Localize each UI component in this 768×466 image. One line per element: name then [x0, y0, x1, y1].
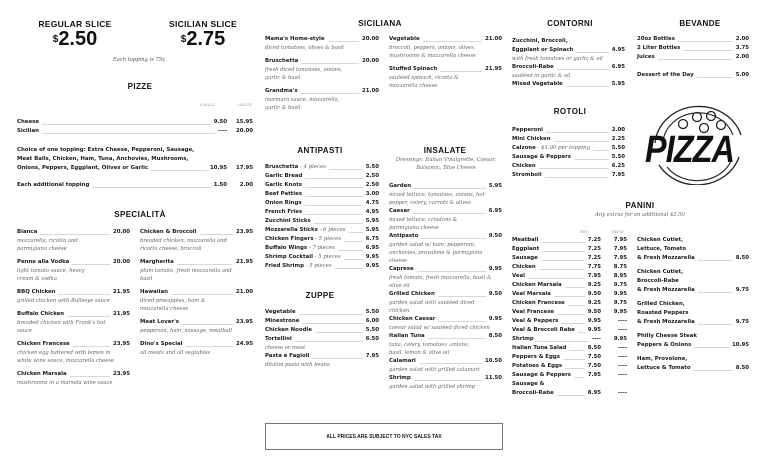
menu-item: Minestrone 6.00 [265, 318, 379, 324]
section-title-pizze: PIZZE [127, 82, 153, 91]
panini-note: Any extras for an additional $2.50 [595, 212, 685, 218]
menu-item: Sausage & Peppers 5.50 [512, 154, 625, 160]
menu-item: Shrimp ---- 9.95 [512, 336, 627, 342]
menu-item: Chicken Noodle 5.50 [265, 327, 379, 333]
sicilian-slice [163, 19, 243, 49]
menu-item: Caesar 6.95 mixed lettuce, croutons & parmigiana cheese [389, 208, 502, 231]
menu-item: Chicken Francese 23.95 chicken egg battered with lemon in white wine sauce, mozzarella cheese [17, 341, 130, 364]
col-small: SMALL [200, 103, 216, 107]
menu-item: Broccoli-Rabe 8.95 ---- [512, 390, 627, 396]
regular-slice [35, 19, 115, 49]
menu-item: Sausage 7.25 7.95 [512, 255, 627, 261]
menu-item: 2 Liter Bottles 3.75 [637, 45, 749, 51]
menu-item: Eggplant 7.25 7.95 [512, 246, 627, 252]
menu-item: Mini Chicken 2.25 [512, 136, 625, 142]
menu-item: Veal 7.95 8.95 [512, 273, 627, 279]
antipasti-list [265, 163, 379, 271]
section-title-bevande: BEVANDE [679, 19, 721, 28]
menu-item: Bruschetta - 4 pieces 5.50 [265, 164, 379, 170]
section-title-insalate: INSALATE [423, 146, 467, 155]
menu-item: Vegetable 21.00 broccoli, peppers, onions, olives, mushrooms & mozzarella cheese [389, 36, 502, 59]
menu-item: Chicken Cutlet, Lettuce, Tomato & Fresh Mozzarella 8.50 [637, 237, 749, 261]
col-reg: REG [580, 230, 590, 234]
menu-item: Grilled Chicken, Roasted Peppers & Fresh Mozzarella 9.75 [637, 301, 749, 325]
menu-item: Stromboli 7.95 [512, 172, 625, 178]
section-title-siciliana: SICILIANA [358, 19, 402, 28]
sicilian-slice-price: $2.75 [180, 28, 226, 50]
menu-item: Onions, Peppers, Eggplant, Olives or Garlic 10.95 17.95 [17, 165, 253, 171]
menu-item-name-line: Zucchini, Broccoli, [512, 38, 568, 44]
regular-slice-price: $2.50 [52, 28, 98, 50]
menu-item: 20oz Bottles 2.00 [637, 36, 749, 42]
menu-item-desc: sautéed in garlic & oil [512, 73, 571, 79]
menu-item: Shrimp Cocktail - 5 pieces 9.95 [265, 254, 379, 260]
menu-item: Antipasto 9.50 garden salad w/ ham, pepperoni, anchovies, provalone & parmigiana cheese [389, 233, 502, 264]
menu-item: Chicken Marsala 23.95 mushrooms in a marsala wine sauce [17, 371, 130, 386]
menu-item: Buffalo Chicken 21.95 breaded chicken with Frank's hot sauce [17, 311, 130, 334]
menu-item: Grandma's 21.00 marinara sauce, mozzarella, garlic & basil [265, 88, 379, 111]
tax-notice-box [265, 423, 503, 450]
menu-item: Sausage & Peppers 7.95 ---- [512, 372, 627, 378]
menu-item: Ham, Provolone, Lettuce & Tomato 8.50 [637, 356, 749, 371]
menu-item: Veal & Peppers 9.95 ---- [512, 318, 627, 324]
pizze-column-headers [200, 103, 252, 107]
menu-item: Garlic Knots 2.50 [265, 182, 379, 188]
menu-item: Potatoes & Eggs 7.50 ---- [512, 363, 627, 369]
menu-item: Shrimp 11.50 garden salad with grilled shrimp [389, 375, 502, 390]
menu-item: Chicken & Broccoli 23.95 breaded chicken, mozzarella and ricotta cheese, broccoli [140, 229, 253, 252]
topping-choice-line: Meat Balls, Chicken, Ham, Tuna, Anchovies, Mushrooms, [17, 156, 189, 162]
menu-item: Margherita 21.95 plum tomato, fresh mozzarella and basil [140, 259, 253, 282]
menu-item: Cheese 9.50 15.95 [17, 119, 253, 125]
contorni-list [512, 37, 625, 89]
col-parm: PARM [611, 230, 624, 234]
menu-item-dessert: Dessert of the Day 5.00 [637, 72, 749, 78]
pizza-logo [641, 95, 753, 185]
topping-choice-line: Choice of one topping: Extra Cheese, Pepperoni, Sausage, [17, 147, 195, 153]
menu-item-desc: ditalini pasta with beans [265, 362, 330, 368]
col-large: LARGE [237, 103, 252, 107]
panini-specials [637, 236, 749, 378]
menu-item: Mixed Vegetable 5.95 [512, 81, 625, 87]
menu-item: Pepperoni 2.00 [512, 127, 625, 133]
section-title-panini: PANINI [625, 201, 655, 210]
panini-column-headers [580, 230, 624, 234]
menu-item: Garden 5.95 mixed lettuce, tomatoes, onions, hot pepper, celery, carrots & olives [389, 183, 502, 206]
menu-item: Chicken Marsala 9.25 9.75 [512, 282, 627, 288]
menu-item: Dino's Special 24.95 all meats and all vegtables [140, 341, 253, 356]
menu-item: Vegetable 5.50 [265, 309, 379, 315]
pizza-logo-text: PIZZA [645, 129, 735, 171]
section-title-antipasti: ANTIPASTI [297, 146, 343, 155]
menu-item: Chicken 7.75 8.75 [512, 264, 627, 270]
menu-item: Tortellini 6.50 [265, 336, 379, 342]
section-title-contorni: CONTORNI [547, 19, 593, 28]
menu-item: Grilled Chicken 9.50 garden salad with sautéed diced chicken [389, 291, 502, 314]
menu-item: Sicilian ---- 20.00 [17, 128, 253, 134]
topping-note: Each topping is 75¢. [112, 57, 168, 63]
rotoli-list [512, 126, 625, 180]
menu-item: Eggplant or Spinach 4.95 [512, 47, 625, 53]
menu-item: Fried Shrimp - 5 pieces 9.95 [265, 263, 379, 269]
menu-item-desc: with fresh tomatoes or garlic & oil [512, 56, 603, 62]
menu-item: Chicken Cutlet, Broccoli-Rabe & Fresh Mozzarella 9.75 [637, 269, 749, 293]
menu-item: Calamari 10.50 garden salad with grilled calamari [389, 358, 502, 373]
menu-item: Veal Francese 9.50 9.95 [512, 309, 627, 315]
menu-item: Hawaiian 21.00 diced pineapples, ham & mozzarella cheese [140, 289, 253, 312]
insalate-list [389, 182, 502, 391]
menu-item: Beef Patties 3.00 [265, 191, 379, 197]
menu-item: Chicken Caesar 9.95 caesar salad w/ sautéed diced chicken [389, 316, 502, 331]
section-title-rotoli: ROTOLI [553, 107, 587, 116]
menu-item: Garlic Bread 2.50 [265, 173, 379, 179]
menu-item-name-line: Sausage & [512, 381, 545, 387]
menu-item: Each additional topping 1.50 2.00 [17, 182, 253, 188]
menu-item: Caprese 9.95 fresh tomato, fresh mozzarella, basil & olive oil [389, 266, 502, 289]
menu-item: Meat Lover's 23.95 pepperoni, ham, sausage, meatball [140, 319, 253, 334]
menu-item: BBQ Chicken 21.95 grilled chicken with Bullseye sauce [17, 289, 130, 304]
dressings-note: Dressings: Italian Vinaigrette, Caesar, Balsamic, Blue Cheese [395, 157, 497, 171]
menu-item: French Fries 4.95 [265, 209, 379, 215]
specialita-left [17, 228, 130, 392]
siciliana-left [265, 35, 379, 117]
menu-item: Chicken 6.25 [512, 163, 625, 169]
tax-notice: ALL PRICES ARE SUBJECT TO NYC SALES TAX [326, 433, 442, 440]
zuppe-list [265, 308, 379, 369]
menu-item-desc: cheese or meat [265, 345, 306, 351]
bevande-list [637, 35, 749, 80]
menu-item: Onion Rings 4.75 [265, 200, 379, 206]
specialita-right [140, 228, 253, 362]
menu-item: Meatball 7.25 7.95 [512, 237, 627, 243]
menu-item: Bianca 20.00 mozzarella, ricotta and parmigiana cheese [17, 229, 130, 252]
menu-item: Chicken Francese 9.25 9.75 [512, 300, 627, 306]
regular-slice-label: REGULAR SLICE [38, 19, 112, 29]
pizze-list [17, 118, 253, 190]
menu-item: Penne alla Vodka 20.00 light tomato sauce, heavy cream & vodka [17, 259, 130, 282]
menu-item: Mama's Home-style 20.00 diced tomatoes, olives & basil [265, 36, 379, 51]
panini-list [512, 236, 627, 398]
menu-item: Bruschetta 20.00 fresh diced tomatoes, onions, garlic & basil [265, 58, 379, 81]
section-title-zuppe: ZUPPE [305, 291, 335, 300]
menu-item: Calzone - $1.00 per topping 5.50 [512, 145, 625, 151]
siciliana-right [389, 35, 502, 95]
menu-item: Broccoli-Rabe 6.95 [512, 64, 625, 70]
menu-item: Italian Tuna Salad 8.50 ---- [512, 345, 627, 351]
menu-item: Juices 2.00 [637, 54, 749, 60]
menu-item: Pasta é Fagioli 7.95 [265, 353, 379, 359]
menu-item: Veal Marsala 9.50 9.95 [512, 291, 627, 297]
menu-item: Philly Cheese Steak Peppers & Onions 10.95 [637, 333, 749, 348]
menu-item: Italian Tuna 8.50 tuna, celery, tomatoes ,onions, basil, lemon & olive oil [389, 333, 502, 356]
menu-item: Zucchini Sticks 5.95 [265, 218, 379, 224]
section-title-specialita: SPECIALITÀ [114, 210, 166, 219]
menu-item: Chicken Fingers - 5 pieces 6.75 [265, 236, 379, 242]
menu-item: Buffalo Wings - 7 pieces 6.95 [265, 245, 379, 251]
menu-item: Peppers & Eggs 7.50 ---- [512, 354, 627, 360]
menu-item: Stuffed Spinach 21.95 sautéed spinach, ricotta & mozzarella cheese [389, 66, 502, 89]
menu-item: Mozzarella Sticks - 6 pieces 5.95 [265, 227, 379, 233]
sicilian-slice-label: SICILIAN SLICE [169, 19, 237, 29]
menu-item: Veal & Broccoli Rabe 9.95 ---- [512, 327, 627, 333]
